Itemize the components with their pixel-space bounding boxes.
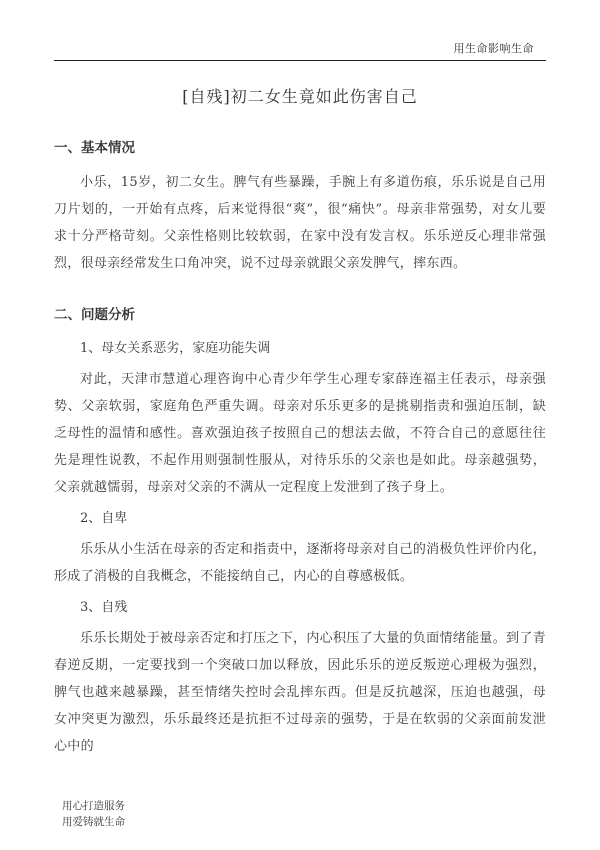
section-heading-problem-analysis: 二、问题分析: [54, 307, 135, 323]
footer-line-life: 用爱铸就生命: [62, 816, 125, 828]
subheading-self-harm: 3、自残: [80, 600, 128, 615]
header-divider: [54, 60, 546, 61]
subheading-inferiority: 2、自卑: [80, 511, 128, 526]
page-header: [0, 0, 600, 66]
family-relations-paragraph: 对此，天津市慧道心理咨询中心青少年学生心理专家薛连福主任表示，母亲强势、父亲软弱，家庭角色严重失调。母亲对乐乐更多的是挑剔指责和强迫压制，缺乏母性的温情和感性。喜欢强迫孩子按照自己的想法去做，不符合自己的意愿往往先是理性说教，不起作用则强制性服从，对待乐乐的父亲也是如此。母亲越强势，父亲就越懦弱，母亲对父亲的不满从一定程度上发泄到了孩子身上。: [54, 372, 546, 495]
inferiority-paragraph: 乐乐从小生活在母亲的否定和指责中，逐渐将母亲对自己的消极负性评价内化，形成了消极的自我概念，不能接纳自己，内心的自尊感极低。: [54, 542, 546, 584]
page-footer: [62, 798, 125, 830]
self-harm-paragraph: 乐乐长期处于被母亲否定和打压之下，内心积压了大量的负面情绪能量。到了青春逆反期，一定要找到一个突破口加以释放，因此乐乐的逆反叛逆心理极为强烈，脾气也越来越暴躁，甚至情绪失控时会乱摔东西。但是反抗越深，压迫也越强，母女冲突更为激烈，乐乐最终还是抗拒不过母亲的强势，于是在软弱的父亲面前发泄心中的: [54, 631, 546, 754]
basic-info-paragraph: 小乐，15岁，初二女生。脾气有些暴躁，手腕上有多道伤痕，乐乐说是自己用刀片划的，一开始有点疼，后来觉得很“爽”，很“痛快”。母亲非常强势，对女儿要求十分严格苛刻。父亲性格则比较软弱，在家中没有发言权。乐乐逆反心理非常强烈，很母亲经常发生口角冲突，说不过母亲就跟父亲发脾气，摔东西。: [54, 175, 546, 271]
header-slogan: 用生命影响生命: [453, 42, 534, 55]
subheading-family-relations: 1、母女关系恶劣，家庭功能失调: [80, 341, 271, 356]
footer-line-service: 用心打造服务: [62, 800, 125, 812]
document-body: [54, 124, 546, 760]
section-heading-basic-info: 一、基本情况: [54, 140, 135, 156]
document-title: [自残]初二女生竟如此伤害自己: [182, 87, 418, 106]
